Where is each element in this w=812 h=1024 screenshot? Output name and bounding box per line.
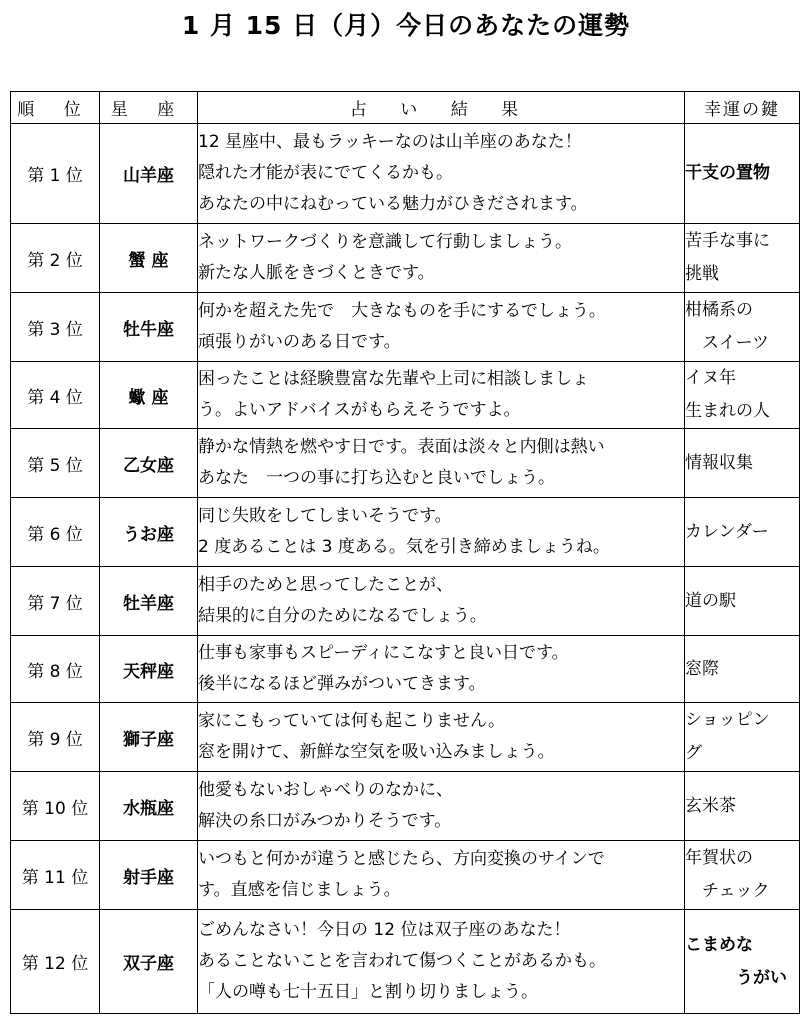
rank-cell: 第 9 位 xyxy=(11,703,100,772)
table-header-row xyxy=(11,92,800,124)
page-title: 1 月 15 日（月）今日のあなたの運勢 xyxy=(181,11,631,40)
sign-cell: 蠍 座 xyxy=(100,362,198,429)
lucky-key-cell: ショッピン グ xyxy=(685,703,800,772)
header-sign: 星 座 xyxy=(100,92,198,124)
sign-cell: 山羊座 xyxy=(100,124,198,224)
lucky-key-cell: 窓際 xyxy=(685,636,800,703)
lucky-key-cell: 柑橘系の スイーツ xyxy=(685,293,800,362)
result-cell: ごめんなさい！今日の 12 位は双子座のあなた！ あることないことを言われて傷つくことがあるかも。 「人の噂も七十五日」と割り切りましょう。 xyxy=(198,910,685,1014)
lucky-key-cell: 玄米茶 xyxy=(685,772,800,841)
header-rank: 順 位 xyxy=(11,92,100,124)
rank-cell: 第 1 位 xyxy=(11,124,100,224)
sign-cell: 牡牛座 xyxy=(100,293,198,362)
result-cell: 12 星座中、最もラッキーなのは山羊座のあなた！ 隠れた才能が表にでてくるかも。 あなたの中にねむっている魅力がひきだされます。 xyxy=(198,124,685,224)
rank-cell: 第 8 位 xyxy=(11,636,100,703)
lucky-key-cell: 道の駅 xyxy=(685,567,800,636)
rank-cell: 第 6 位 xyxy=(11,498,100,567)
result-cell: 相手のためと思ってしたことが、 結果的に自分のためになるでしょう。 xyxy=(198,567,685,636)
result-cell: ネットワークづくりを意識して行動しましょう。 新たな人脈をきづくときです。 xyxy=(198,224,685,293)
table-row xyxy=(11,429,800,498)
result-cell: 同じ失敗をしてしまいそうです。 2 度あることは 3 度ある。気を引き締めましょうね。 xyxy=(198,498,685,567)
rank-cell: 第 7 位 xyxy=(11,567,100,636)
table-row xyxy=(11,362,800,429)
table-row xyxy=(11,910,800,1014)
sign-cell: 乙女座 xyxy=(100,429,198,498)
result-cell: 困ったことは経験豊富な先輩や上司に相談しましょ う。よいアドバイスがもらえそうですよ。 xyxy=(198,362,685,429)
sign-cell: 天秤座 xyxy=(100,636,198,703)
sign-cell: 射手座 xyxy=(100,841,198,910)
table-row xyxy=(11,703,800,772)
table-row xyxy=(11,293,800,362)
result-cell: 何かを超えた先で 大きなものを手にするでしょう。 頑張りがいのある日です。 xyxy=(198,293,685,362)
result-cell: 家にこもっていては何も起こりません。 窓を開けて、新鮮な空気を吸い込みましょう。 xyxy=(198,703,685,772)
rank-cell: 第 4 位 xyxy=(11,362,100,429)
lucky-key-cell: カレンダー xyxy=(685,498,800,567)
fortune-table xyxy=(10,91,800,1014)
result-cell: いつもと何かが違うと感じたら、方向変換のサインで す。直感を信じましょう。 xyxy=(198,841,685,910)
rank-cell: 第 2 位 xyxy=(11,224,100,293)
lucky-key-cell: こまめな うがい xyxy=(685,910,800,1014)
table-row xyxy=(11,636,800,703)
sign-cell: 蟹 座 xyxy=(100,224,198,293)
table-row xyxy=(11,498,800,567)
lucky-key-cell: イヌ年 生まれの人 xyxy=(685,362,800,429)
table-row xyxy=(11,224,800,293)
rank-cell: 第 10 位 xyxy=(11,772,100,841)
sign-cell: 水瓶座 xyxy=(100,772,198,841)
table-row xyxy=(11,772,800,841)
header-result: 占 い 結 果 xyxy=(198,92,685,124)
result-cell: 他愛もないおしゃべりのなかに、 解決の糸口がみつかりそうです。 xyxy=(198,772,685,841)
lucky-key-cell: 情報収集 xyxy=(685,429,800,498)
sign-cell: 双子座 xyxy=(100,910,198,1014)
sign-cell: うお座 xyxy=(100,498,198,567)
table-row xyxy=(11,567,800,636)
result-cell: 仕事も家事もスピーディにこなすと良い日です。 後半になるほど弾みがついてきます。 xyxy=(198,636,685,703)
table-row xyxy=(11,841,800,910)
header-key: 幸運の鍵 xyxy=(685,92,800,124)
sign-cell: 牡羊座 xyxy=(100,567,198,636)
lucky-key-cell: 年賀状の チェック xyxy=(685,841,800,910)
rank-cell: 第 12 位 xyxy=(11,910,100,1014)
lucky-key-cell: 苦手な事に 挑戦 xyxy=(685,224,800,293)
sign-cell: 獅子座 xyxy=(100,703,198,772)
table-row xyxy=(11,124,800,224)
rank-cell: 第 11 位 xyxy=(11,841,100,910)
result-cell: 静かな情熱を燃やす日です。表面は淡々と内側は熱い あなた 一つの事に打ち込むと良いでしょう。 xyxy=(198,429,685,498)
rank-cell: 第 3 位 xyxy=(11,293,100,362)
lucky-key-cell: 干支の置物 xyxy=(685,124,800,224)
rank-cell: 第 5 位 xyxy=(11,429,100,498)
